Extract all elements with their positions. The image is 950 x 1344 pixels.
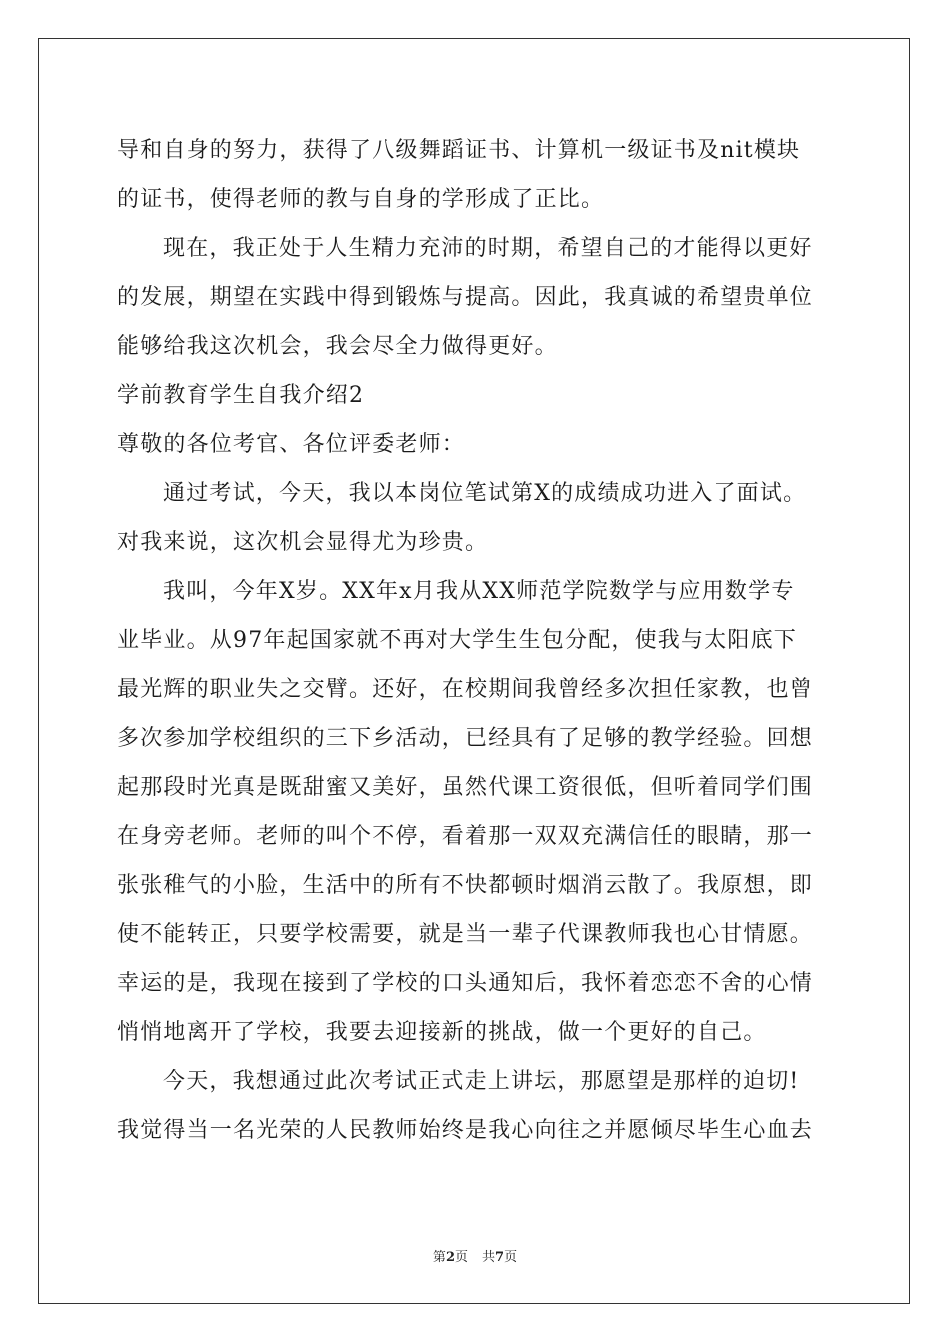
salutation: 尊敬的各位考官、各位评委老师：	[117, 432, 466, 457]
text-line: 幸运的是，我现在接到了学校的口头通知后，我怀着恋恋不舍的心情	[117, 971, 814, 996]
total-prefix: 共	[482, 1250, 496, 1265]
text-line: 在身旁老师。老师的叫个不停，看着那一双双充满信任的眼睛，那一	[117, 824, 814, 849]
text-line: 对我来说，这次机会显得尤为珍贵。	[117, 530, 489, 555]
page-current: 2	[445, 1250, 455, 1265]
text-line: 我觉得当一名光荣的人民教师始终是我心向往之并愿倾尽毕生心血去	[117, 1118, 814, 1143]
text-line: 导和自身的努力，获得了八级舞蹈证书、计算机一级证书及nit模块	[117, 138, 801, 163]
text-line: 的发展，期望在实践中得到锻炼与提高。因此，我真诚的希望贵单位	[117, 285, 814, 310]
text-line: 使不能转正，只要学校需要，就是当一辈子代课教师我也心甘情愿。	[117, 922, 814, 947]
page-suffix: 页	[454, 1250, 468, 1265]
text-line: 张张稚气的小脸，生活中的所有不快都顿时烟消云散了。我原想，即	[117, 873, 814, 898]
document-body	[117, 126, 837, 1155]
text-line: 起那段时光真是既甜蜜又美好，虽然代课工资很低，但听着同学们围	[117, 775, 814, 800]
text-line: 通过考试，今天，我以本岗位笔试第X的成绩成功进入了面试。	[163, 481, 807, 506]
text-line: 悄悄地离开了学校，我要去迎接新的挑战，做一个更好的自己。	[117, 1020, 767, 1045]
text-line: 的证书，使得老师的教与自身的学形成了正比。	[117, 187, 605, 212]
section-heading: 学前教育学生自我介绍2	[117, 383, 365, 408]
page-total: 7	[495, 1250, 505, 1265]
total-suffix: 页	[504, 1250, 518, 1265]
text-line: 多次参加学校组织的三下乡活动，已经具有了足够的教学经验。回想	[117, 726, 814, 751]
text-line: 业毕业。从97年起国家就不再对大学生生包分配，使我与太阳底下	[117, 628, 797, 653]
page-prefix: 第	[432, 1250, 446, 1265]
page-footer	[0, 1246, 950, 1265]
text-line: 能够给我这次机会，我会尽全力做得更好。	[117, 334, 558, 359]
text-line: 我叫，今年X岁。XX年x月我从XX师范学院数学与应用数学专	[163, 579, 795, 604]
text-line: 最光辉的职业失之交臂。还好，在校期间我曾经多次担任家教，也曾	[117, 677, 814, 702]
text-line: 今天，我想通过此次考试正式走上讲坛，那愿望是那样的迫切!	[163, 1069, 800, 1094]
text-line: 现在，我正处于人生精力充沛的时期，希望自己的才能得以更好	[163, 236, 813, 261]
